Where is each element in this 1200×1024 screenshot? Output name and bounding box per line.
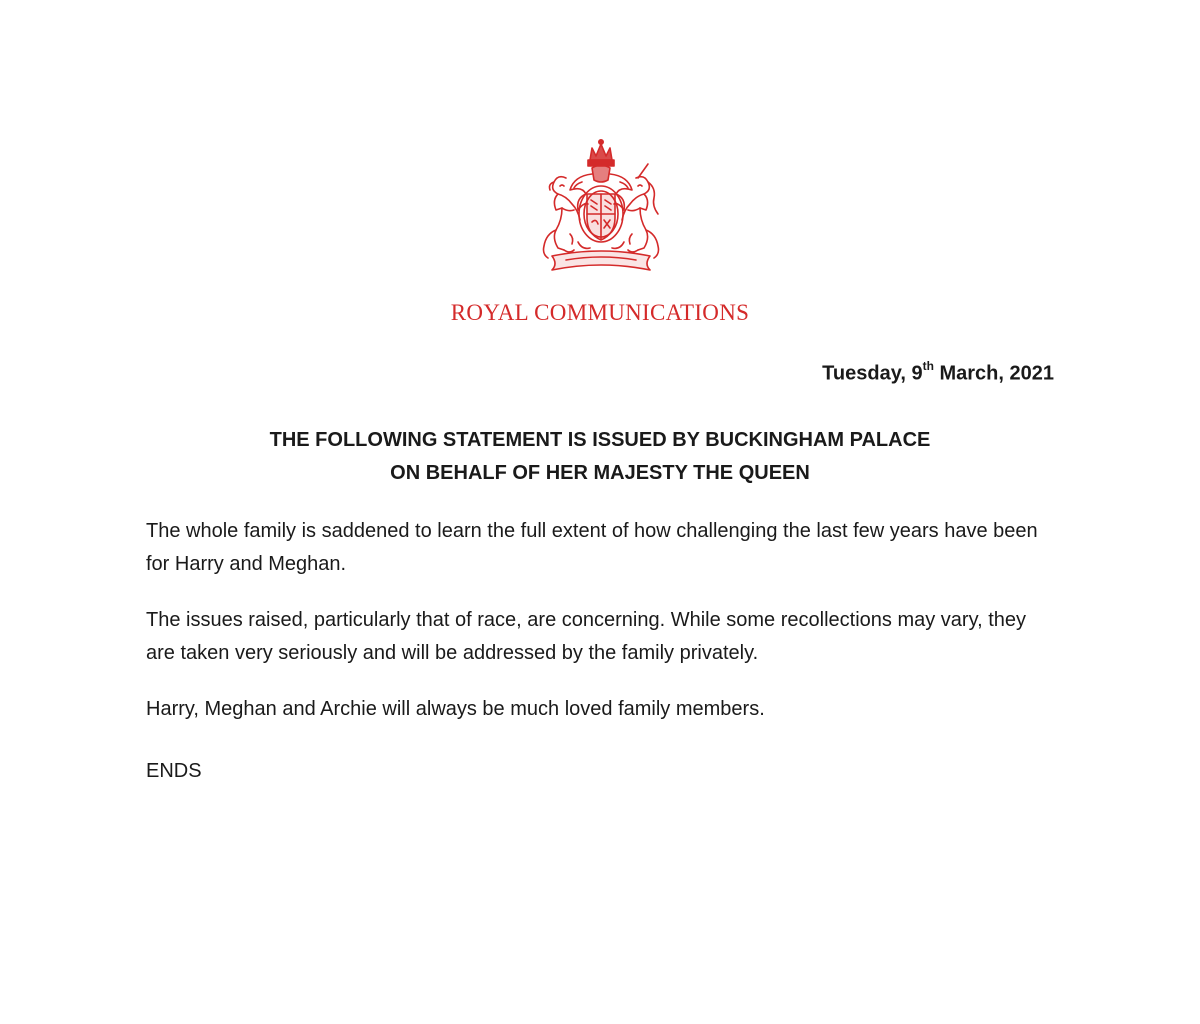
date-rest: March, 2021 [933, 362, 1054, 385]
office-name: ROYAL COMMUNICATIONS [450, 300, 750, 325]
date-day: 9 [911, 362, 923, 385]
statement-paragraph: The whole family is saddened to learn the full extent of how challenging the last few years have been for Harry and Meghan. [146, 520, 1038, 575]
statement-body [146, 515, 1056, 749]
date-weekday: Tuesday, [822, 362, 912, 385]
closing-ends: ENDS [146, 760, 202, 782]
royal-coat-of-arms-icon [522, 138, 680, 274]
statement-date [822, 361, 1054, 386]
statement-headline [0, 424, 1200, 490]
statement-paragraph: The issues raised, particularly that of race, are concerning. While some recollections may vary, they are taken very seriously and will be addressed by the family privately. [146, 609, 1026, 664]
headline-line-2: ON BEHALF OF HER MAJESTY THE QUEEN [390, 462, 810, 484]
headline-line-1: THE FOLLOWING STATEMENT IS ISSUED BY BUCKINGHAM PALACE [269, 429, 931, 451]
statement-paragraph: Harry, Meghan and Archie will always be much loved family members. [146, 698, 765, 720]
date-suffix: th [922, 359, 934, 373]
